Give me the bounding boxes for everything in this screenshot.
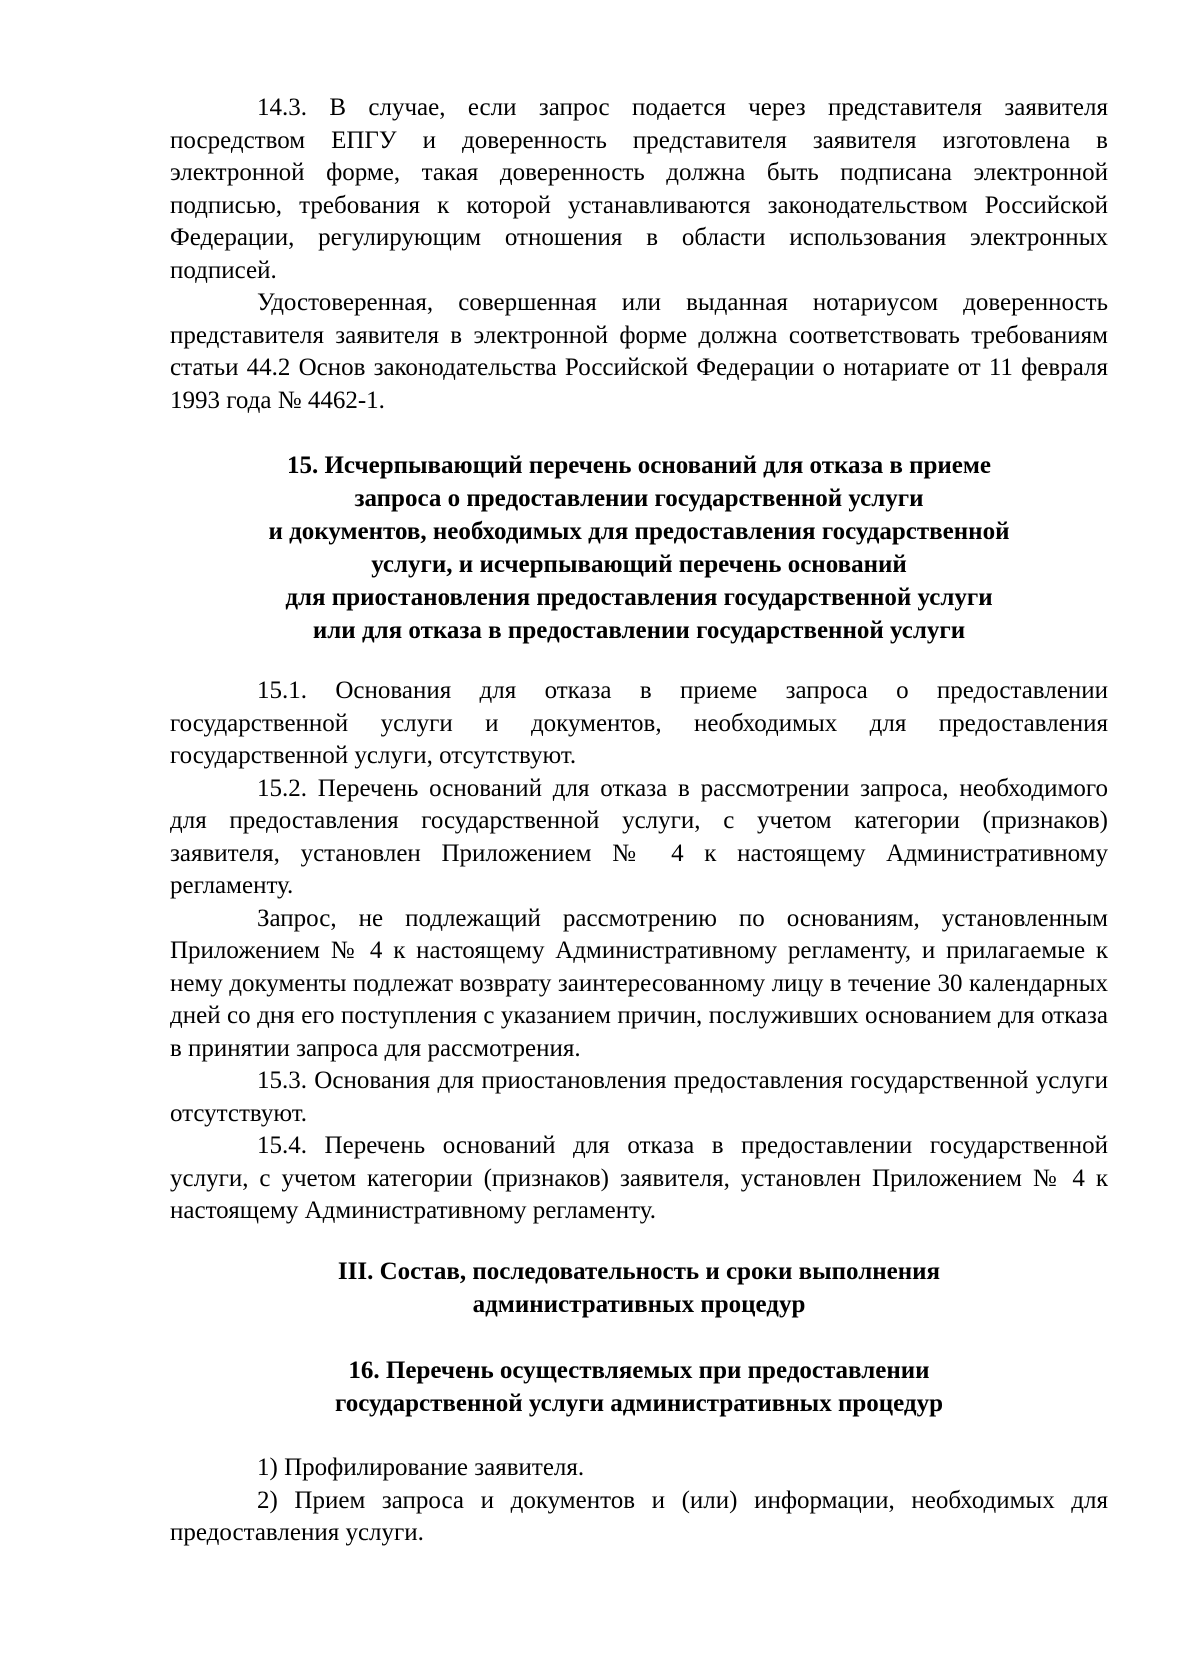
paragraph-15-1: 15.1. Основания для отказа в приеме запроса о предоставлении государственной услуги и документов, необходимых для предоставления государственной услуги, отсутствуют. xyxy=(170,677,1108,769)
section-15-text xyxy=(170,675,1108,1228)
section-15-heading-line-6: или для отказа в предоставлении государственной услуги xyxy=(312,617,966,644)
paragraph-15-3: 15.3. Основания для приостановления предоставления государственной услуги отсутствуют. xyxy=(170,1067,1108,1127)
section-15-heading-line-2: запроса о предоставлении государственной услуги xyxy=(354,485,924,512)
paragraph-request-return: Запрос, не подлежащий рассмотрению по основаниям, установленным Приложением № 4 к настоящему Административному регламенту, и прилагаемые к нему документы подлежат возврату заинтересованному лицу в течение 30 календарных дней со дня его поступления с указанием причин, послуживших основанием для отказа в принятии запроса для рассмотрения. xyxy=(170,904,1108,1062)
section-15-heading-line-4: услуги, и исчерпывающий перечень оснований xyxy=(371,551,907,578)
section-16-heading-line-1: 16. Перечень осуществляемых при предоставлении xyxy=(348,1357,930,1384)
section-15-heading-line-1: 15. Исчерпывающий перечень оснований для отказа в приеме xyxy=(286,452,992,479)
list-item-request-intake: 2) Прием запроса и документов и (или) информации, необходимых для предоставления услуги. xyxy=(170,1486,1108,1546)
section-16-list xyxy=(170,1452,1108,1550)
section-16-heading xyxy=(170,1354,1108,1420)
paragraph-notary-power-of-attorney: Удостоверенная, совершенная или выданная нотариусом доверенность представителя заявителя в электронной форме должна соответствовать требованиям статьи 44.2 Основ законодательства Российской Федерации о нотариате от 11 февраля 1993 года № 4462-1. xyxy=(170,289,1108,414)
paragraph-15-4: 15.4. Перечень оснований для отказа в предоставлении государственной услуги, с учетом категории (признаков) заявителя, установлен Приложением № 4 к настоящему Административному регламенту. xyxy=(170,1132,1108,1224)
chapter-3-heading xyxy=(170,1255,1108,1321)
section-15-heading-line-3: и документов, необходимых для предоставления государственной xyxy=(268,518,1010,545)
section-15-heading-line-5: для приостановления предоставления государственной услуги xyxy=(285,584,993,611)
section-15-heading xyxy=(170,449,1108,647)
chapter-3-heading-line-2: административных процедур xyxy=(472,1291,806,1318)
paragraph-14-3: 14.3. В случае, если запрос подается через представителя заявителя посредством ЕПГУ и доверенность представителя заявителя изготовлена в электронной форме, такая доверенность должна быть подписана электронной подписью, требования к которой устанавливаются законодательством Российской Федерации, регулирующим отношения в области использования электронных подписей. xyxy=(170,94,1108,284)
chapter-3-heading-line-1: III. Состав, последовательность и сроки выполнения xyxy=(337,1258,941,1285)
section-16-heading-line-2: государственной услуги административных процедур xyxy=(335,1390,943,1417)
list-item-profiling: 1) Профилирование заявителя. xyxy=(257,1454,585,1481)
paragraph-15-2: 15.2. Перечень оснований для отказа в рассмотрении запроса, необходимого для предоставления государственной услуги, с учетом категории (признаков) заявителя, установлен Приложением № 4 к настоящему Административному регламенту. xyxy=(170,774,1108,899)
section-14-3-text xyxy=(170,92,1108,417)
